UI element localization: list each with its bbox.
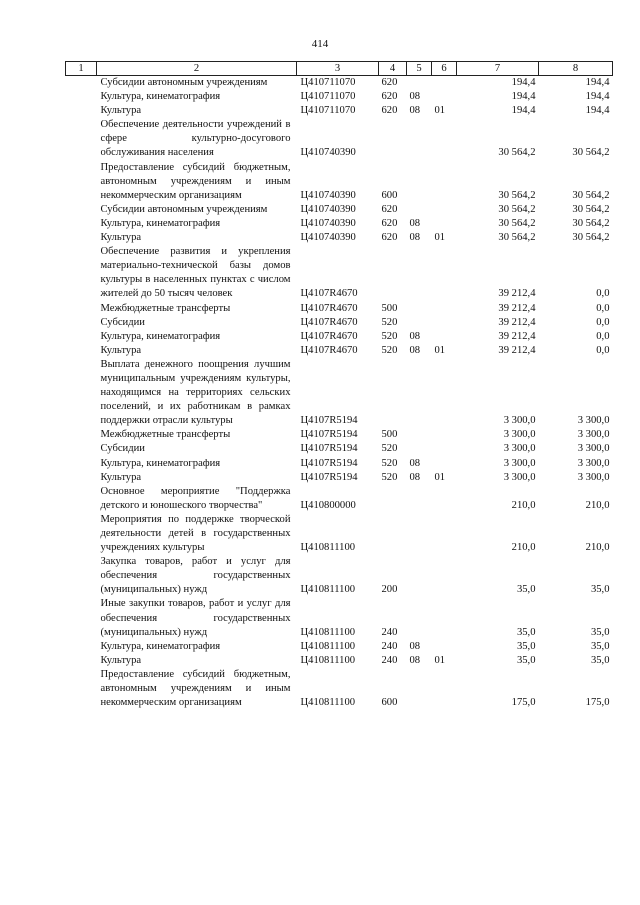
item-name-cell: Иные закупки товаров, работ и услуг для обеспечения государственных (муниципальных) нужд (100, 598, 291, 638)
amount-year1-cell: 35,0 (516, 584, 536, 596)
amount-year2-cell: 35,0 (590, 626, 610, 638)
column-header: 2 (97, 62, 297, 76)
item-name-cell: Субсидии (100, 316, 145, 328)
index-cell (66, 442, 97, 456)
amount-year1-cell: 30 564,2 (498, 217, 536, 229)
item-name-cell: Обеспечение деятельности учреждений в сфере культурно-досугового обслуживания населения (100, 119, 291, 159)
subsection-cell (432, 217, 457, 231)
target-code-cell: Ц410711070 (300, 77, 356, 88)
table-row (66, 104, 613, 118)
subsection-cell: 01 (434, 654, 446, 666)
item-name-cell: Культура, кинематография (100, 91, 221, 103)
subsection-cell (432, 513, 457, 555)
target-code-cell: Ц4107R4670 (300, 330, 358, 342)
table-row (66, 358, 613, 428)
section-cell: 08 (409, 457, 421, 469)
expense-type-cell: 200 (381, 584, 398, 596)
target-code-cell: Ц4107R4670 (300, 316, 358, 328)
subsection-cell: 01 (434, 232, 446, 244)
subsection-cell (432, 203, 457, 217)
table-row (66, 161, 613, 203)
index-cell (66, 668, 97, 710)
item-name-cell: Культура (100, 654, 142, 666)
item-name-cell: Мероприятия по поддержке творческой деятельности детей в государственных учреждениях культуры (100, 513, 291, 554)
target-code-cell: Ц410740390 (300, 147, 356, 159)
item-name-cell: Культура (100, 105, 142, 117)
amount-year1-cell: 39 212,4 (498, 344, 536, 356)
index-cell (66, 330, 97, 344)
expense-type-cell: 520 (381, 344, 398, 356)
table-row (66, 442, 613, 456)
target-code-cell: Ц410811100 (300, 584, 356, 596)
amount-year2-cell: 30 564,2 (572, 232, 610, 244)
amount-year1-cell: 35,0 (516, 626, 536, 638)
item-name-cell: Культура (100, 232, 142, 244)
index-cell (66, 231, 97, 245)
index-cell (66, 358, 97, 428)
subsection-cell (432, 245, 457, 301)
amount-year2-cell: 210,0 (585, 499, 610, 511)
table-row (66, 245, 613, 301)
amount-year1-cell: 30 564,2 (498, 232, 536, 244)
subsection-cell (432, 442, 457, 456)
item-name-cell: Закупка товаров, работ и услуг для обеспечения государственных (муниципальных) нужд (100, 556, 291, 596)
index-cell (66, 161, 97, 203)
subsection-cell (432, 302, 457, 316)
target-code-cell: Ц410811100 (300, 542, 356, 554)
target-code-cell: Ц4107R5194 (300, 429, 358, 441)
index-cell (66, 654, 97, 668)
amount-year1-cell: 30 564,2 (498, 189, 536, 201)
section-cell (407, 203, 432, 217)
target-code-cell: Ц4107R4670 (300, 302, 358, 314)
subsection-cell: 01 (434, 471, 446, 483)
amount-year2-cell: 35,0 (590, 584, 610, 596)
index-cell (66, 203, 97, 217)
index-cell (66, 457, 97, 471)
index-cell (66, 597, 97, 639)
expense-type-cell: 520 (381, 316, 398, 328)
target-code-cell: Ц410711070 (300, 91, 356, 103)
column-header: 4 (379, 62, 407, 76)
expense-type-cell: 520 (381, 330, 398, 342)
subsection-cell: 01 (434, 105, 446, 117)
amount-year1-cell: 39 212,4 (498, 288, 536, 300)
table-row (66, 457, 613, 471)
expense-type-cell: 500 (381, 302, 398, 314)
section-cell: 08 (409, 105, 421, 117)
target-code-cell: Ц410811100 (300, 640, 356, 652)
amount-year1-cell: 35,0 (516, 640, 536, 652)
amount-year2-cell: 30 564,2 (572, 147, 610, 159)
amount-year1-cell: 39 212,4 (498, 330, 536, 342)
item-name-cell: Предоставление субсидий бюджетным, автономным учреждениям и иным некоммерческим организациям (100, 668, 291, 709)
index-cell (66, 217, 97, 231)
section-cell (407, 442, 432, 456)
target-code-cell: Ц4107R5194 (300, 471, 358, 483)
amount-year2-cell: 30 564,2 (572, 217, 610, 229)
item-name-cell: Культура, кинематография (100, 640, 221, 652)
target-code-cell: Ц410740390 (300, 232, 356, 244)
amount-year1-cell: 210,0 (511, 542, 536, 554)
target-code-cell: Ц410740390 (300, 203, 356, 215)
amount-year1-cell: 30 564,2 (498, 147, 536, 159)
section-cell (407, 76, 432, 91)
index-cell (66, 104, 97, 118)
amount-year1-cell: 39 212,4 (498, 302, 536, 314)
item-name-cell: Культура, кинематография (100, 217, 221, 229)
expense-type-cell: 620 (381, 232, 398, 244)
table-row (66, 302, 613, 316)
table-row (66, 344, 613, 358)
column-header: 1 (66, 62, 97, 76)
amount-year2-cell: 175,0 (585, 697, 610, 709)
section-cell (407, 668, 432, 710)
section-cell: 08 (409, 91, 421, 103)
item-name-cell: Культура, кинематография (100, 330, 221, 342)
item-name-cell: Субсидии (100, 443, 145, 455)
amount-year2-cell: 0,0 (596, 316, 610, 328)
amount-year1-cell: 3 300,0 (503, 471, 536, 483)
expense-type-cell: 520 (381, 471, 398, 483)
section-cell: 08 (409, 654, 421, 666)
item-name-cell: Культура, кинематография (100, 457, 221, 469)
expense-type-cell: 620 (381, 77, 398, 88)
amount-year1-cell: 3 300,0 (503, 443, 536, 455)
index-cell (66, 76, 97, 91)
amount-year2-cell: 0,0 (596, 330, 610, 342)
index-cell (66, 90, 97, 104)
expense-type-cell: 240 (381, 640, 398, 652)
expense-type-cell: 500 (381, 429, 398, 441)
amount-year2-cell: 194,4 (585, 105, 610, 117)
section-cell: 08 (409, 344, 421, 356)
section-cell: 08 (409, 232, 421, 244)
expense-type-cell (379, 513, 407, 555)
section-cell (407, 513, 432, 555)
subsection-cell (432, 555, 457, 597)
amount-year2-cell: 3 300,0 (577, 471, 610, 483)
section-cell (407, 428, 432, 442)
index-cell (66, 513, 97, 555)
amount-year2-cell: 210,0 (585, 542, 610, 554)
table-row (66, 428, 613, 442)
target-code-cell: Ц410811100 (300, 654, 356, 666)
amount-year1-cell: 30 564,2 (498, 203, 536, 215)
subsection-cell (432, 316, 457, 330)
table-row (66, 76, 613, 91)
subsection-cell (432, 428, 457, 442)
table-row (66, 90, 613, 104)
column-header: 5 (407, 62, 432, 76)
table-row (66, 597, 613, 639)
subsection-cell (432, 457, 457, 471)
amount-year1-cell: 3 300,0 (503, 429, 536, 441)
amount-year1-cell: 35,0 (516, 654, 536, 666)
table-row (66, 485, 613, 513)
subsection-cell (432, 90, 457, 104)
table-row (66, 654, 613, 668)
target-code-cell: Ц4107R5194 (300, 457, 358, 469)
table-row (66, 513, 613, 555)
subsection-cell (432, 668, 457, 710)
section-cell: 08 (409, 471, 421, 483)
subsection-cell (432, 358, 457, 428)
item-name-cell: Культура (100, 344, 142, 356)
amount-year2-cell: 194,4 (585, 77, 610, 88)
section-cell (407, 302, 432, 316)
column-header: 6 (432, 62, 457, 76)
column-header: 8 (539, 62, 613, 76)
target-code-cell: Ц410811100 (300, 626, 356, 638)
index-cell (66, 428, 97, 442)
expense-type-cell: 620 (381, 203, 398, 215)
target-code-cell: Ц410740390 (300, 189, 356, 201)
amount-year2-cell: 35,0 (590, 640, 610, 652)
index-cell (66, 118, 97, 160)
subsection-cell (432, 161, 457, 203)
target-code-cell: Ц410740390 (300, 217, 356, 229)
amount-year2-cell: 0,0 (596, 344, 610, 356)
amount-year1-cell: 3 300,0 (503, 415, 536, 427)
table-row (66, 217, 613, 231)
amount-year2-cell: 35,0 (590, 654, 610, 666)
expense-type-cell (379, 358, 407, 428)
index-cell (66, 485, 97, 513)
expense-type-cell (379, 485, 407, 513)
target-code-cell: Ц4107R5194 (300, 443, 358, 455)
table-row (66, 316, 613, 330)
subsection-cell (432, 485, 457, 513)
index-cell (66, 245, 97, 301)
target-code-cell: Ц410800000 (300, 499, 356, 511)
header-row (66, 62, 613, 76)
subsection-cell (432, 76, 457, 91)
expense-type-cell: 620 (381, 105, 398, 117)
target-code-cell: Ц4107R4670 (300, 344, 358, 356)
table-row (66, 330, 613, 344)
index-cell (66, 302, 97, 316)
column-header: 3 (297, 62, 379, 76)
item-name-cell: Субсидии автономным учреждениям (100, 77, 268, 88)
table-row (66, 118, 613, 160)
index-cell (66, 555, 97, 597)
amount-year2-cell: 194,4 (585, 91, 610, 103)
amount-year1-cell: 194,4 (511, 77, 536, 88)
table-row (66, 231, 613, 245)
item-name-cell: Субсидии автономным учреждениям (100, 203, 268, 215)
section-cell (407, 245, 432, 301)
expense-type-cell: 520 (381, 443, 398, 455)
section-cell (407, 316, 432, 330)
amount-year1-cell: 39 212,4 (498, 316, 536, 328)
amount-year1-cell: 194,4 (511, 91, 536, 103)
amount-year2-cell: 30 564,2 (572, 189, 610, 201)
target-code-cell: Ц4107R5194 (300, 415, 358, 427)
section-cell (407, 161, 432, 203)
expense-type-cell: 600 (381, 189, 398, 201)
expense-type-cell (379, 245, 407, 301)
expense-type-cell: 520 (381, 457, 398, 469)
table-row (66, 668, 613, 710)
target-code-cell: Ц410711070 (300, 105, 356, 117)
amount-year1-cell: 3 300,0 (503, 457, 536, 469)
amount-year2-cell: 3 300,0 (577, 429, 610, 441)
table-row (66, 471, 613, 485)
subsection-cell: 01 (434, 344, 446, 356)
table-row (66, 640, 613, 654)
table-body (66, 76, 613, 711)
index-cell (66, 640, 97, 654)
item-name-cell: Основное мероприятие "Поддержка детского и юношеского творчества" (100, 485, 291, 511)
column-header: 7 (457, 62, 539, 76)
section-cell (407, 597, 432, 639)
item-name-cell: Межбюджетные трансферты (100, 302, 231, 314)
section-cell (407, 485, 432, 513)
table-row (66, 555, 613, 597)
expense-type-cell: 620 (381, 217, 398, 229)
index-cell (66, 471, 97, 485)
item-name-cell: Предоставление субсидий бюджетным, автономным учреждениям и иным некоммерческим организациям (100, 161, 291, 201)
amount-year2-cell: 3 300,0 (577, 443, 610, 455)
subsection-cell (432, 330, 457, 344)
item-name-cell: Обеспечение развития и укрепления материально-технической базы домов культуры в населенных пунктах с числом жителей до 50 тысяч человек (100, 246, 291, 300)
expense-type-cell: 620 (381, 91, 398, 103)
item-name-cell: Выплата денежного поощрения лучшим муниципальным учреждениям культуры, находящимся на территориях сельских поселений, и их работникам в рамках поддержки отрасли культуры (100, 358, 291, 427)
section-cell (407, 118, 432, 160)
section-cell: 08 (409, 640, 421, 652)
budget-table (65, 61, 613, 710)
target-code-cell: Ц410811100 (300, 697, 356, 709)
amount-year1-cell: 194,4 (511, 105, 536, 117)
amount-year2-cell: 30 564,2 (572, 203, 610, 215)
amount-year1-cell: 210,0 (511, 499, 536, 511)
item-name-cell: Культура (100, 471, 142, 483)
subsection-cell (432, 597, 457, 639)
expense-type-cell (379, 118, 407, 160)
amount-year2-cell: 3 300,0 (577, 457, 610, 469)
section-cell (407, 358, 432, 428)
item-name-cell: Межбюджетные трансферты (100, 429, 231, 441)
subsection-cell (432, 640, 457, 654)
amount-year2-cell: 0,0 (596, 288, 610, 300)
index-cell (66, 344, 97, 358)
amount-year1-cell: 175,0 (511, 697, 536, 709)
section-cell (407, 555, 432, 597)
section-cell: 08 (409, 217, 421, 229)
table-row (66, 203, 613, 217)
subsection-cell (432, 118, 457, 160)
amount-year2-cell: 0,0 (596, 302, 610, 314)
index-cell (66, 316, 97, 330)
section-cell: 08 (409, 330, 421, 342)
page-number: 414 (311, 38, 329, 50)
expense-type-cell: 600 (381, 697, 398, 709)
target-code-cell: Ц4107R4670 (300, 288, 358, 300)
amount-year2-cell: 3 300,0 (577, 415, 610, 427)
expense-type-cell: 240 (381, 654, 398, 666)
expense-type-cell: 240 (381, 626, 398, 638)
